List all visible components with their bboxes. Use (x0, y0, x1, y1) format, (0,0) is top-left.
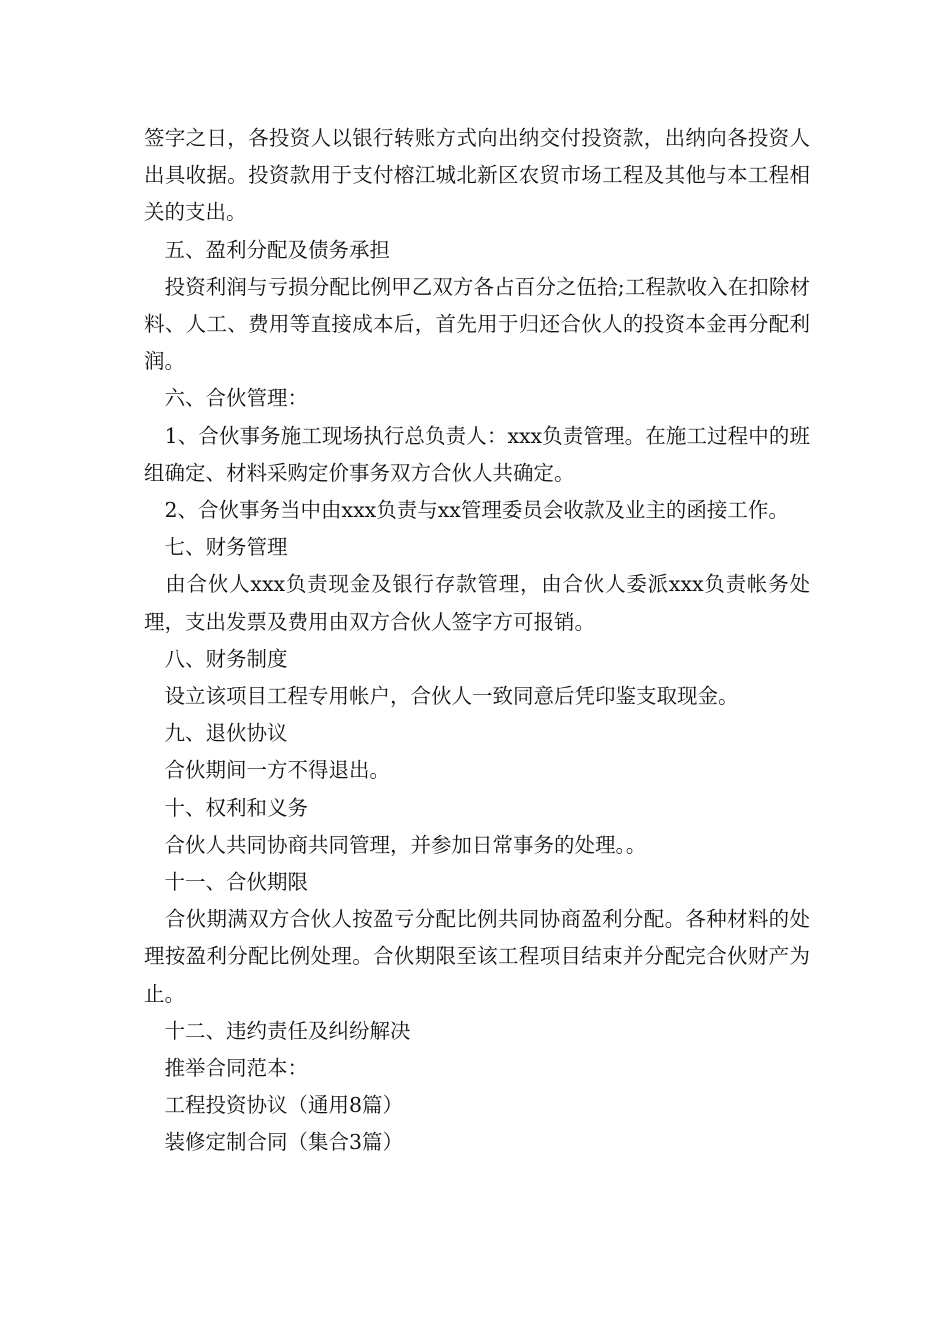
recommended-template-link-2[interactable]: 装修定制合同（集合3篇） (144, 1130, 404, 1155)
section-heading-partnership-management: 六、合伙管理： (144, 386, 308, 411)
section-heading-rights-obligations: 十、权利和义务 (144, 795, 308, 820)
recommended-template-link-1[interactable]: 工程投资协议（通用8篇） (144, 1093, 404, 1118)
section-heading-financial-management: 七、财务管理 (144, 535, 288, 560)
paragraph-financial-management: 由合伙人xxx负责现金及银行存款管理，由合伙人委派xxx负责帐务处理，支出发票及费用由双方合伙人签字方可报销。 (144, 572, 810, 634)
paragraph-rights-obligations: 合伙人共同协商共同管理，并参加日常事务的处理。。 (144, 832, 647, 857)
paragraph-financial-system: 设立该项目工程专用帐户，合伙人一致同意后凭印鉴支取现金。 (144, 684, 739, 709)
document-body (144, 120, 810, 1162)
section-heading-profit-distribution: 五、盈利分配及债务承担 (144, 237, 390, 262)
section-heading-withdrawal: 九、退伙协议 (144, 721, 288, 746)
paragraph-investment-payment: 签字之日，各投资人以银行转账方式向出纳交付投资款，出纳向各投资人出具收据。投资款用于支付榕江城北新区农贸市场工程及其他与本工程相关的支出。 (144, 126, 810, 225)
paragraph-management-item-1: 1、合伙事务施工现场执行总负责人：xxx负责管理。在施工过程中的班组确定、材料采购定价事务双方合伙人共确定。 (144, 423, 810, 485)
section-heading-breach-disputes: 十二、违约责任及纠纷解决 (144, 1018, 411, 1043)
section-heading-financial-system: 八、财务制度 (144, 646, 288, 671)
paragraph-withdrawal: 合伙期间一方不得退出。 (144, 758, 390, 783)
paragraph-management-item-2: 2、合伙事务当中由xxx负责与xx管理委员会收款及业主的函接工作。 (144, 498, 789, 523)
paragraph-profit-distribution: 投资利润与亏损分配比例甲乙双方各占百分之伍拾;工程款收入在扣除材料、人工、费用等直接成本后，首先用于归还合伙人的投资本金再分配利润。 (144, 274, 810, 374)
section-heading-partnership-term: 十一、合伙期限 (144, 870, 308, 895)
paragraph-partnership-term: 合伙期满双方合伙人按盈亏分配比例共同协商盈利分配。各种材料的处理按盈利分配比例处理。合伙期限至该工程项目结束并分配完合伙财产为止。 (144, 907, 810, 1006)
recommended-templates-label: 推举合同范本： (144, 1056, 308, 1081)
